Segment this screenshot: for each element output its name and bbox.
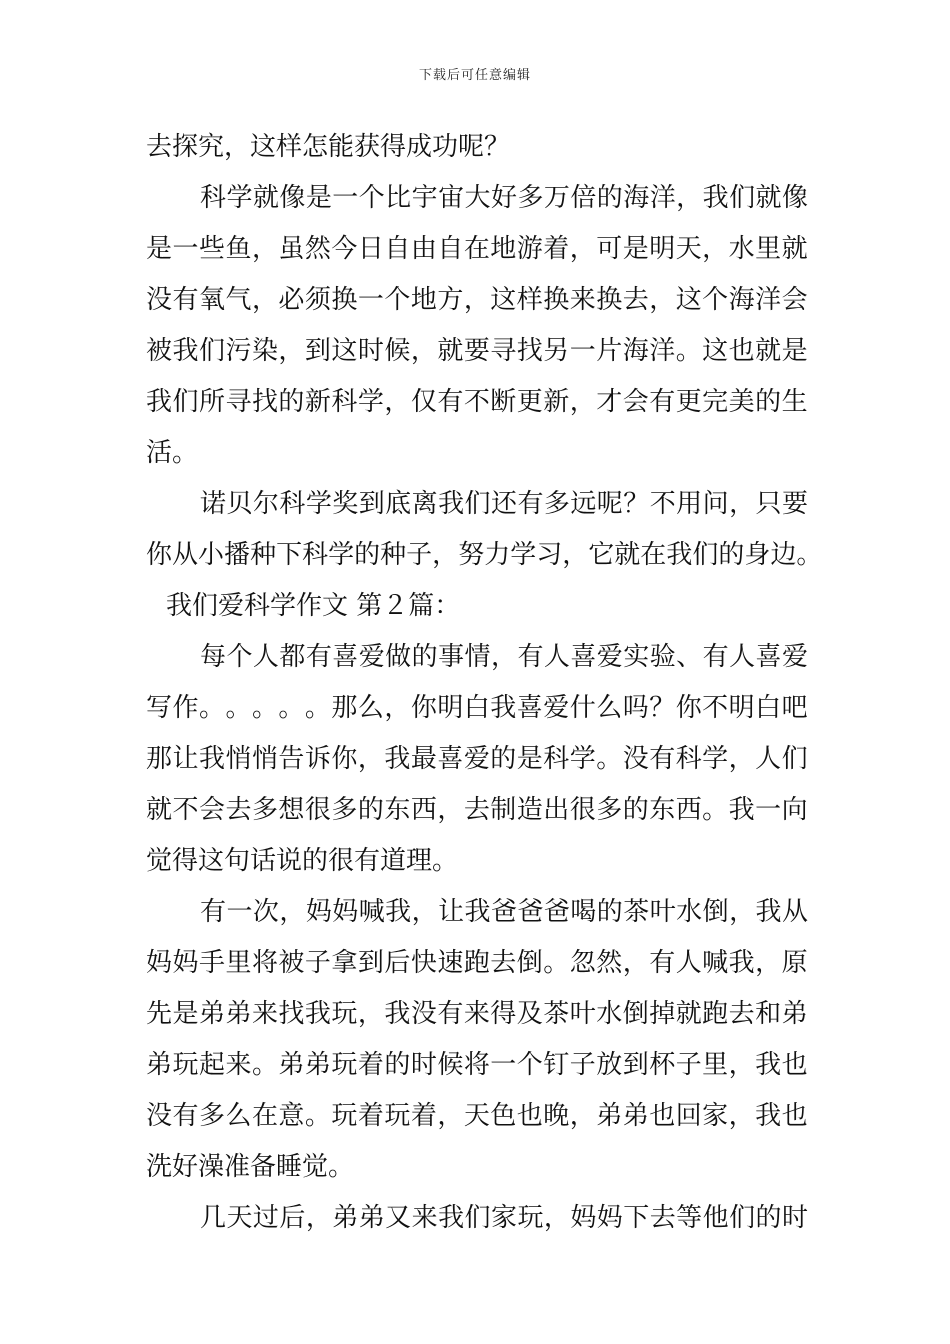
text-line: 没 有 氧 气 ， 必 须 换 一 个 地 方 ， 这 样 换 来 换 去 ， 这 个 海 洋 会 — [146, 285, 808, 315]
text-line: 觉得这句话说的很有道理。 — [146, 846, 459, 876]
text-line: 先 是 弟 弟 来 找 我 玩 ， 我 没 有 来 得 及 茶 叶 水 倒 掉 就 跑 去 和 弟 — [146, 999, 808, 1029]
text-line: 有 一 次 ， 妈 妈 喊 我 ， 让 我 爸 爸 爸 喝 的 茶 叶 水 倒 ， 我 从 — [200, 897, 808, 927]
text-line: 去探究，这样怎能获得成功呢？ — [146, 132, 511, 162]
text-line: 我 们 所 寻 找 的 新 科 学 ， 仅 有 不 断 更 新 ， 才 会 有 更 完 美 的 生 — [146, 387, 808, 417]
text-line: 就 不 会 去 多 想 很 多 的 东 西 ， 去 制 造 出 很 多 的 东 西 。 我 一 向 — [146, 795, 808, 825]
text-line: 几 天 过 后 ， 弟 弟 又 来 我 们 家 玩 ， 妈 妈 下 去 等 他 们 的 时 — [200, 1203, 808, 1233]
text-line: 每 个 人 都 有 喜 爱 做 的 事 情 ， 有 人 喜 爱 实 验 、 有 人 喜 爱 — [200, 642, 808, 672]
text-line: 诺 贝 尔 科 学 奖 到 底 离 我 们 还 有 多 远 呢 ？ 不 用 问 ， 只 要 — [200, 489, 808, 519]
text-line: 那 让 我 悄 悄 告 诉 你 ， 我 最 喜 爱 的 是 科 学 。 没 有 科 学 ， 人 们 — [146, 744, 808, 774]
text-line: 被 我 们 污 染 ， 到 这 时 候 ， 就 要 寻 找 另 一 片 海 洋 。 这 也 就 是 — [146, 336, 808, 366]
text-line: 洗好澡准备睡觉。 — [146, 1152, 355, 1182]
text-line: 妈 妈 手 里 将 被 子 拿 到 后 快 速 跑 去 倒 。 忽 然 ， 有 人 喊 我 ， 原 — [146, 948, 808, 978]
text-line: 你 从 小 播 种 下 科 学 的 种 子 ， 努 力 学 习 ， 它 就 在 我 们 的 身 边 。 — [146, 540, 823, 570]
text-line: 是 一 些 鱼 ， 虽 然 今 日 自 由 自 在 地 游 着 ， 可 是 明 天 ， 水 里 就 — [146, 234, 808, 264]
text-line: 科 学 就 像 是 一 个 比 宇 宙 大 好 多 万 倍 的 海 洋 ， 我 们 就 像 — [200, 183, 808, 213]
document-body — [146, 122, 823, 1244]
page-header: 下载后可任意编辑 — [418, 68, 531, 83]
section-heading: 我们爱科学作文 第２篇： — [166, 591, 461, 621]
text-line: 没 有 多 么 在 意 。 玩 着 玩 着 ， 天 色 也 晚 ， 弟 弟 也 回 家 ， 我 也 — [146, 1101, 808, 1131]
text-line: 活。 — [146, 438, 199, 468]
text-line: 写 作 。 。 。 。 。 那 么 ， 你 明 白 我 喜 爱 什 么 吗 ？ 你 不 明 白 吧 — [146, 693, 808, 723]
text-line: 弟 玩 起 来 。 弟 弟 玩 着 的 时 候 将 一 个 钉 子 放 到 杯 子 里 ， 我 也 — [146, 1050, 808, 1080]
